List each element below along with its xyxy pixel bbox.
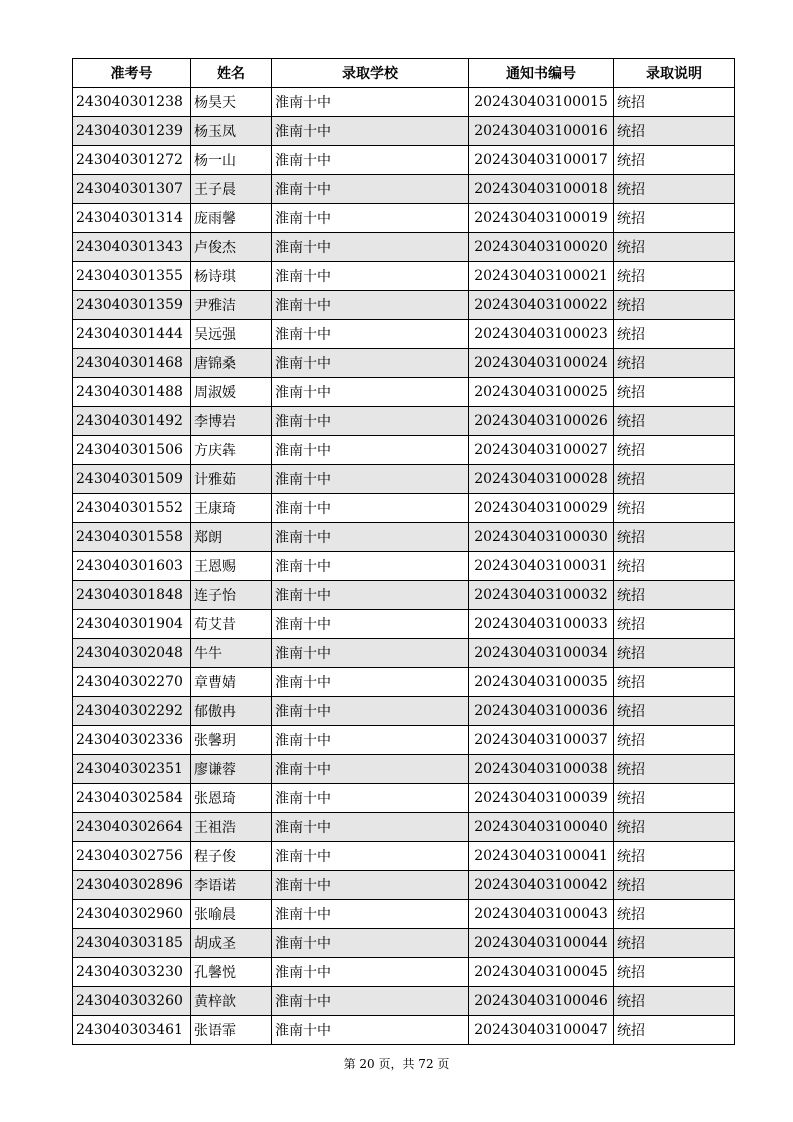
table-row [73,320,735,349]
cell-name: 连子怡 [191,581,272,610]
cell-notice-number: 202430403100018 [469,175,614,204]
table-row [73,871,735,900]
cell-exam-number: 243040301904 [73,610,191,639]
cell-notice-number: 202430403100040 [469,813,614,842]
cell-note: 统招 [614,755,735,784]
cell-name: 张馨玥 [191,726,272,755]
cell-name: 程子俊 [191,842,272,871]
cell-school: 淮南十中 [272,378,469,407]
cell-notice-number: 202430403100042 [469,871,614,900]
cell-exam-number: 243040301558 [73,523,191,552]
cell-notice-number: 202430403100019 [469,204,614,233]
cell-note: 统招 [614,668,735,697]
cell-name: 方庆犇 [191,436,272,465]
table-row [73,175,735,204]
cell-school: 淮南十中 [272,233,469,262]
cell-notice-number: 202430403100031 [469,552,614,581]
cell-note: 统招 [614,233,735,262]
cell-name: 章曹婧 [191,668,272,697]
cell-school: 淮南十中 [272,871,469,900]
table-row [73,233,735,262]
cell-notice-number: 202430403100038 [469,755,614,784]
table-row [73,697,735,726]
cell-school: 淮南十中 [272,813,469,842]
cell-exam-number: 243040301488 [73,378,191,407]
cell-school: 淮南十中 [272,407,469,436]
page-number: 第 20 页，共 72 页 [343,1057,450,1071]
table-body [73,88,735,1045]
cell-note: 统招 [614,987,735,1016]
cell-name: 李语诺 [191,871,272,900]
table-header-row [73,59,735,88]
cell-note: 统招 [614,639,735,668]
cell-name: 黄梓歆 [191,987,272,1016]
cell-name: 胡成圣 [191,929,272,958]
cell-school: 淮南十中 [272,175,469,204]
table-row [73,755,735,784]
cell-school: 淮南十中 [272,523,469,552]
cell-notice-number: 202430403100023 [469,320,614,349]
cell-notice-number: 202430403100047 [469,1016,614,1045]
cell-exam-number: 243040302584 [73,784,191,813]
cell-school: 淮南十中 [272,784,469,813]
cell-school: 淮南十中 [272,436,469,465]
cell-notice-number: 202430403100035 [469,668,614,697]
cell-name: 王子晨 [191,175,272,204]
cell-note: 统招 [614,784,735,813]
cell-exam-number: 243040302351 [73,755,191,784]
table-row [73,407,735,436]
cell-name: 廖谦蓉 [191,755,272,784]
cell-notice-number: 202430403100043 [469,900,614,929]
cell-school: 淮南十中 [272,581,469,610]
cell-name: 孔馨悦 [191,958,272,987]
table-row [73,88,735,117]
cell-note: 统招 [614,523,735,552]
cell-notice-number: 202430403100030 [469,523,614,552]
header-notice-number: 通知书编号 [469,59,614,88]
cell-school: 淮南十中 [272,958,469,987]
cell-note: 统招 [614,262,735,291]
table-row [73,349,735,378]
cell-notice-number: 202430403100020 [469,233,614,262]
cell-name: 周淑媛 [191,378,272,407]
cell-exam-number: 243040301314 [73,204,191,233]
cell-exam-number: 243040302048 [73,639,191,668]
cell-notice-number: 202430403100028 [469,465,614,494]
cell-name: 王祖浩 [191,813,272,842]
cell-name: 张语霏 [191,1016,272,1045]
cell-school: 淮南十中 [272,610,469,639]
table-row [73,668,735,697]
table-row [73,552,735,581]
cell-school: 淮南十中 [272,291,469,320]
header-admitted-school: 录取学校 [272,59,469,88]
cell-note: 统招 [614,1016,735,1045]
cell-notice-number: 202430403100045 [469,958,614,987]
table-row [73,378,735,407]
cell-school: 淮南十中 [272,320,469,349]
cell-exam-number: 243040301492 [73,407,191,436]
cell-notice-number: 202430403100029 [469,494,614,523]
cell-name: 王康琦 [191,494,272,523]
table-row [73,813,735,842]
cell-notice-number: 202430403100017 [469,146,614,175]
cell-note: 统招 [614,117,735,146]
cell-school: 淮南十中 [272,668,469,697]
cell-exam-number: 243040302664 [73,813,191,842]
cell-exam-number: 243040302756 [73,842,191,871]
cell-note: 统招 [614,610,735,639]
cell-name: 唐锦桑 [191,349,272,378]
cell-notice-number: 202430403100016 [469,117,614,146]
cell-note: 统招 [614,581,735,610]
table-row [73,610,735,639]
cell-note: 统招 [614,494,735,523]
admission-table [72,58,735,1045]
cell-note: 统招 [614,146,735,175]
cell-exam-number: 243040301355 [73,262,191,291]
cell-name: 尹雅洁 [191,291,272,320]
table-row [73,523,735,552]
cell-school: 淮南十中 [272,262,469,291]
cell-name: 计雅茹 [191,465,272,494]
cell-exam-number: 243040301468 [73,349,191,378]
table-row [73,117,735,146]
cell-exam-number: 243040301238 [73,88,191,117]
cell-exam-number: 243040301343 [73,233,191,262]
cell-school: 淮南十中 [272,349,469,378]
table-row [73,465,735,494]
cell-school: 淮南十中 [272,697,469,726]
cell-exam-number: 243040302336 [73,726,191,755]
table-row [73,494,735,523]
cell-notice-number: 202430403100027 [469,436,614,465]
cell-exam-number: 243040302896 [73,871,191,900]
cell-exam-number: 243040303185 [73,929,191,958]
header-admission-note: 录取说明 [614,59,735,88]
cell-notice-number: 202430403100025 [469,378,614,407]
table-row [73,958,735,987]
header-exam-number: 准考号 [73,59,191,88]
cell-exam-number: 243040301552 [73,494,191,523]
table-row [73,204,735,233]
cell-notice-number: 202430403100036 [469,697,614,726]
cell-exam-number: 243040303461 [73,1016,191,1045]
cell-school: 淮南十中 [272,755,469,784]
table-row [73,900,735,929]
cell-notice-number: 202430403100021 [469,262,614,291]
cell-note: 统招 [614,378,735,407]
cell-exam-number: 243040303230 [73,958,191,987]
cell-note: 统招 [614,88,735,117]
cell-exam-number: 243040302960 [73,900,191,929]
cell-note: 统招 [614,204,735,233]
cell-name: 郁傲冉 [191,697,272,726]
table-row [73,436,735,465]
header-name: 姓名 [191,59,272,88]
cell-note: 统招 [614,726,735,755]
cell-name: 张恩琦 [191,784,272,813]
cell-note: 统招 [614,842,735,871]
cell-notice-number: 202430403100034 [469,639,614,668]
table-row [73,929,735,958]
cell-exam-number: 243040302292 [73,697,191,726]
table-row [73,291,735,320]
cell-notice-number: 202430403100022 [469,291,614,320]
table-row [73,784,735,813]
cell-note: 统招 [614,349,735,378]
cell-school: 淮南十中 [272,552,469,581]
cell-exam-number: 243040303260 [73,987,191,1016]
cell-exam-number: 243040301359 [73,291,191,320]
cell-exam-number: 243040301444 [73,320,191,349]
cell-note: 统招 [614,320,735,349]
cell-note: 统招 [614,813,735,842]
cell-exam-number: 243040301307 [73,175,191,204]
cell-name: 张喻晨 [191,900,272,929]
cell-name: 王恩赐 [191,552,272,581]
cell-exam-number: 243040301603 [73,552,191,581]
cell-note: 统招 [614,436,735,465]
cell-school: 淮南十中 [272,146,469,175]
cell-school: 淮南十中 [272,726,469,755]
table-row [73,726,735,755]
cell-notice-number: 202430403100046 [469,987,614,1016]
cell-school: 淮南十中 [272,929,469,958]
cell-notice-number: 202430403100026 [469,407,614,436]
cell-exam-number: 243040302270 [73,668,191,697]
cell-school: 淮南十中 [272,88,469,117]
cell-name: 杨一山 [191,146,272,175]
cell-exam-number: 243040301848 [73,581,191,610]
cell-school: 淮南十中 [272,117,469,146]
cell-school: 淮南十中 [272,204,469,233]
table-row [73,842,735,871]
cell-notice-number: 202430403100033 [469,610,614,639]
table-row [73,1016,735,1045]
cell-note: 统招 [614,465,735,494]
cell-name: 李博岩 [191,407,272,436]
table-row [73,146,735,175]
cell-notice-number: 202430403100039 [469,784,614,813]
cell-name: 杨玉凤 [191,117,272,146]
cell-notice-number: 202430403100037 [469,726,614,755]
cell-exam-number: 243040301272 [73,146,191,175]
cell-school: 淮南十中 [272,987,469,1016]
cell-note: 统招 [614,958,735,987]
cell-note: 统招 [614,929,735,958]
cell-school: 淮南十中 [272,900,469,929]
cell-name: 牛牛 [191,639,272,668]
cell-notice-number: 202430403100032 [469,581,614,610]
cell-school: 淮南十中 [272,465,469,494]
cell-name: 郑朗 [191,523,272,552]
cell-exam-number: 243040301506 [73,436,191,465]
table-row [73,262,735,291]
table-row [73,581,735,610]
cell-exam-number: 243040301239 [73,117,191,146]
cell-name: 庞雨馨 [191,204,272,233]
cell-name: 杨诗琪 [191,262,272,291]
cell-notice-number: 202430403100044 [469,929,614,958]
cell-note: 统招 [614,552,735,581]
cell-notice-number: 202430403100015 [469,88,614,117]
cell-note: 统招 [614,175,735,204]
cell-school: 淮南十中 [272,1016,469,1045]
cell-note: 统招 [614,900,735,929]
cell-name: 卢俊杰 [191,233,272,262]
cell-school: 淮南十中 [272,842,469,871]
cell-notice-number: 202430403100041 [469,842,614,871]
cell-name: 苟艾昔 [191,610,272,639]
cell-note: 统招 [614,871,735,900]
cell-exam-number: 243040301509 [73,465,191,494]
cell-school: 淮南十中 [272,639,469,668]
cell-note: 统招 [614,407,735,436]
cell-notice-number: 202430403100024 [469,349,614,378]
cell-school: 淮南十中 [272,494,469,523]
cell-note: 统招 [614,291,735,320]
cell-name: 吴远强 [191,320,272,349]
table-row [73,639,735,668]
table-row [73,987,735,1016]
cell-name: 杨昊天 [191,88,272,117]
cell-note: 统招 [614,697,735,726]
